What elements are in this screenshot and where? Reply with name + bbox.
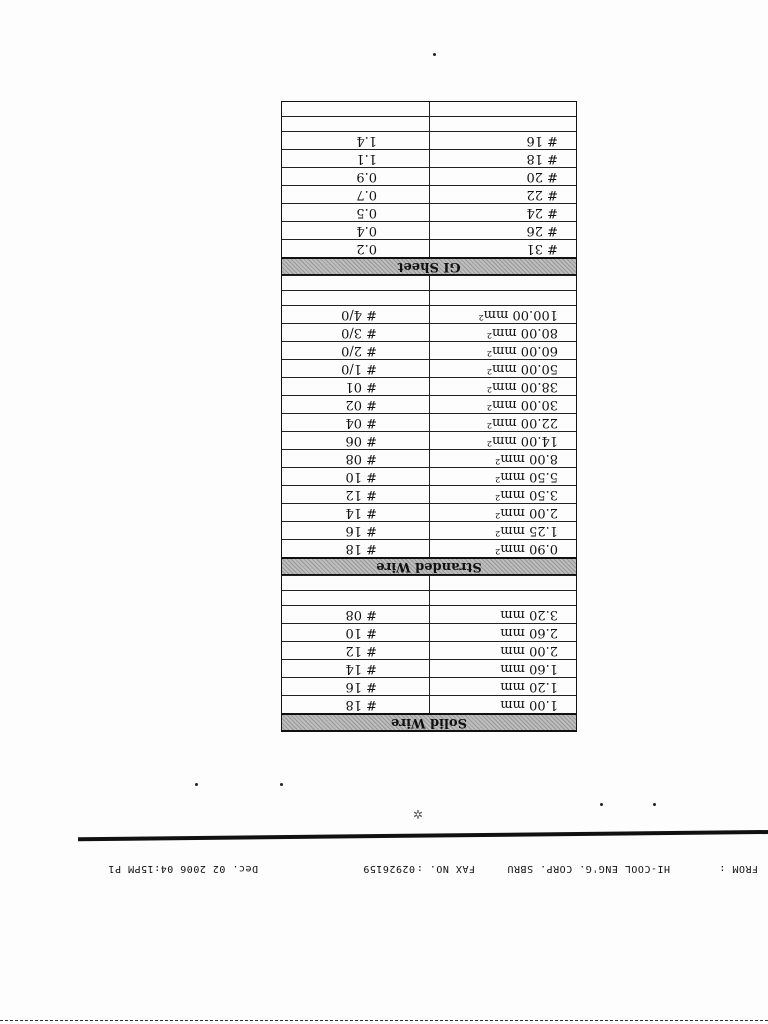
empty-row [282,116,576,131]
scan-speck [433,53,436,56]
fax-header [84,858,760,876]
table-row [282,677,576,695]
gauge-cell: 1.4 [356,133,377,148]
table-row [282,623,576,641]
empty-cell [429,591,576,605]
table-row [282,539,576,557]
table-row [282,605,576,623]
gauge-cell: # 10 [345,469,377,484]
empty-cell [429,276,576,290]
fax-number: 02926159 [362,863,415,874]
size-cell: # 20 [429,168,576,185]
fax-from-label: FROM : [718,863,758,874]
scan-speck [195,783,198,786]
size-cell: 50.00 mm² [429,360,576,377]
gauge-cell: 0.9 [356,169,377,184]
size-cell: 8.00 mm² [429,450,576,467]
gauge-cell: # 4/0 [341,307,377,322]
table-row [282,659,576,677]
gauge-cell: # 16 [345,523,377,538]
empty-cell [429,291,576,305]
empty-row [282,275,576,290]
gauge-cell: 0.7 [356,187,377,202]
fax-number-label: FAX NO. : [416,863,475,874]
table-row [282,149,576,167]
section-header-stranded-wire: Stranded Wire [282,557,576,575]
size-cell: # 22 [429,186,576,203]
size-cell: 60.00 mm² [429,342,576,359]
size-cell: 2.60 mm [429,624,576,641]
gauge-cell: # 08 [345,607,377,622]
gauge-cell: # 04 [345,415,377,430]
section-header-gi-sheet: GI Sheet [282,257,576,275]
empty-cell [282,591,429,605]
empty-cell [429,576,576,590]
gauge-cell: # 02 [345,397,377,412]
gauge-cell: # 14 [345,505,377,520]
empty-row [282,575,576,590]
empty-cell [282,291,429,305]
empty-row [282,290,576,305]
gauge-cell: # 1/0 [341,361,377,376]
table-row [282,641,576,659]
gauge-cell: 0.4 [356,223,377,238]
gauge-cell: # 2/0 [341,343,377,358]
empty-row [282,102,576,116]
size-cell: 2.00 mm² [429,504,576,521]
gauge-cell: 1.1 [356,151,377,166]
fax-company: HI-COOL ENG'G. CORP. SBRU [506,863,670,874]
dashed-border [0,1020,768,1021]
table-row [282,485,576,503]
table-row [282,413,576,431]
size-cell: 1.25 mm² [429,522,576,539]
table-row [282,359,576,377]
size-cell: 1.60 mm [429,660,576,677]
gauge-cell: # 06 [345,433,377,448]
size-cell: 0.90 mm² [429,540,576,557]
table-row [282,695,576,713]
size-cell: 100.00 mm² [429,306,576,323]
empty-cell [282,117,429,131]
table-row [282,131,576,149]
table-row [282,185,576,203]
size-cell: 30.00 mm² [429,396,576,413]
size-cell: 3.20 mm [429,606,576,623]
empty-cell [282,276,429,290]
fax-date: Dec. 02 2006 04:15PM P1 [108,863,258,874]
gauge-cell: # 16 [345,679,377,694]
fax-stamp-icon: ✲ [412,807,423,821]
gauge-cell: # 14 [345,661,377,676]
table-row [282,449,576,467]
table-row [282,341,576,359]
size-cell: 2.00 mm [429,642,576,659]
empty-cell [282,102,429,116]
table-row [282,203,576,221]
gauge-cell: 0.5 [356,205,377,220]
size-cell: 14.00 mm² [429,432,576,449]
table-row [282,395,576,413]
table-row [282,167,576,185]
gauge-cell: # 3/0 [341,325,377,340]
size-cell: 22.00 mm² [429,414,576,431]
gauge-cell: # 18 [345,697,377,712]
section-header-solid-wire: Solid Wire [282,713,576,731]
table-row [282,521,576,539]
size-cell: # 24 [429,204,576,221]
table-row [282,377,576,395]
gauge-cell: # 12 [345,643,377,658]
table-row [282,239,576,257]
size-cell: # 31 [429,240,576,257]
scan-speck [653,803,656,806]
size-cell: 80.00 mm² [429,324,576,341]
size-cell: 1.00 mm [429,696,576,713]
table-row [282,221,576,239]
gauge-cell: # 18 [345,541,377,556]
empty-cell [282,576,429,590]
wire-gauge-table [281,101,577,732]
empty-cell [429,117,576,131]
gauge-cell: # 01 [345,379,377,394]
size-cell: 5.50 mm² [429,468,576,485]
table-row [282,431,576,449]
table-row [282,323,576,341]
gauge-cell: # 10 [345,625,377,640]
empty-row [282,590,576,605]
table-row [282,467,576,485]
size-cell: 38.00 mm² [429,378,576,395]
empty-cell [429,102,576,116]
gauge-cell: # 12 [345,487,377,502]
table-row [282,503,576,521]
size-cell: 1.20 mm [429,678,576,695]
size-cell: # 16 [429,132,576,149]
size-cell: 3.50 mm² [429,486,576,503]
gauge-cell: # 08 [345,451,377,466]
size-cell: # 18 [429,150,576,167]
scan-speck [280,783,283,786]
table-row [282,305,576,323]
scan-speck [600,803,603,806]
size-cell: # 26 [429,222,576,239]
gauge-cell: 0.2 [356,241,377,256]
fax-header-rule [78,830,768,841]
